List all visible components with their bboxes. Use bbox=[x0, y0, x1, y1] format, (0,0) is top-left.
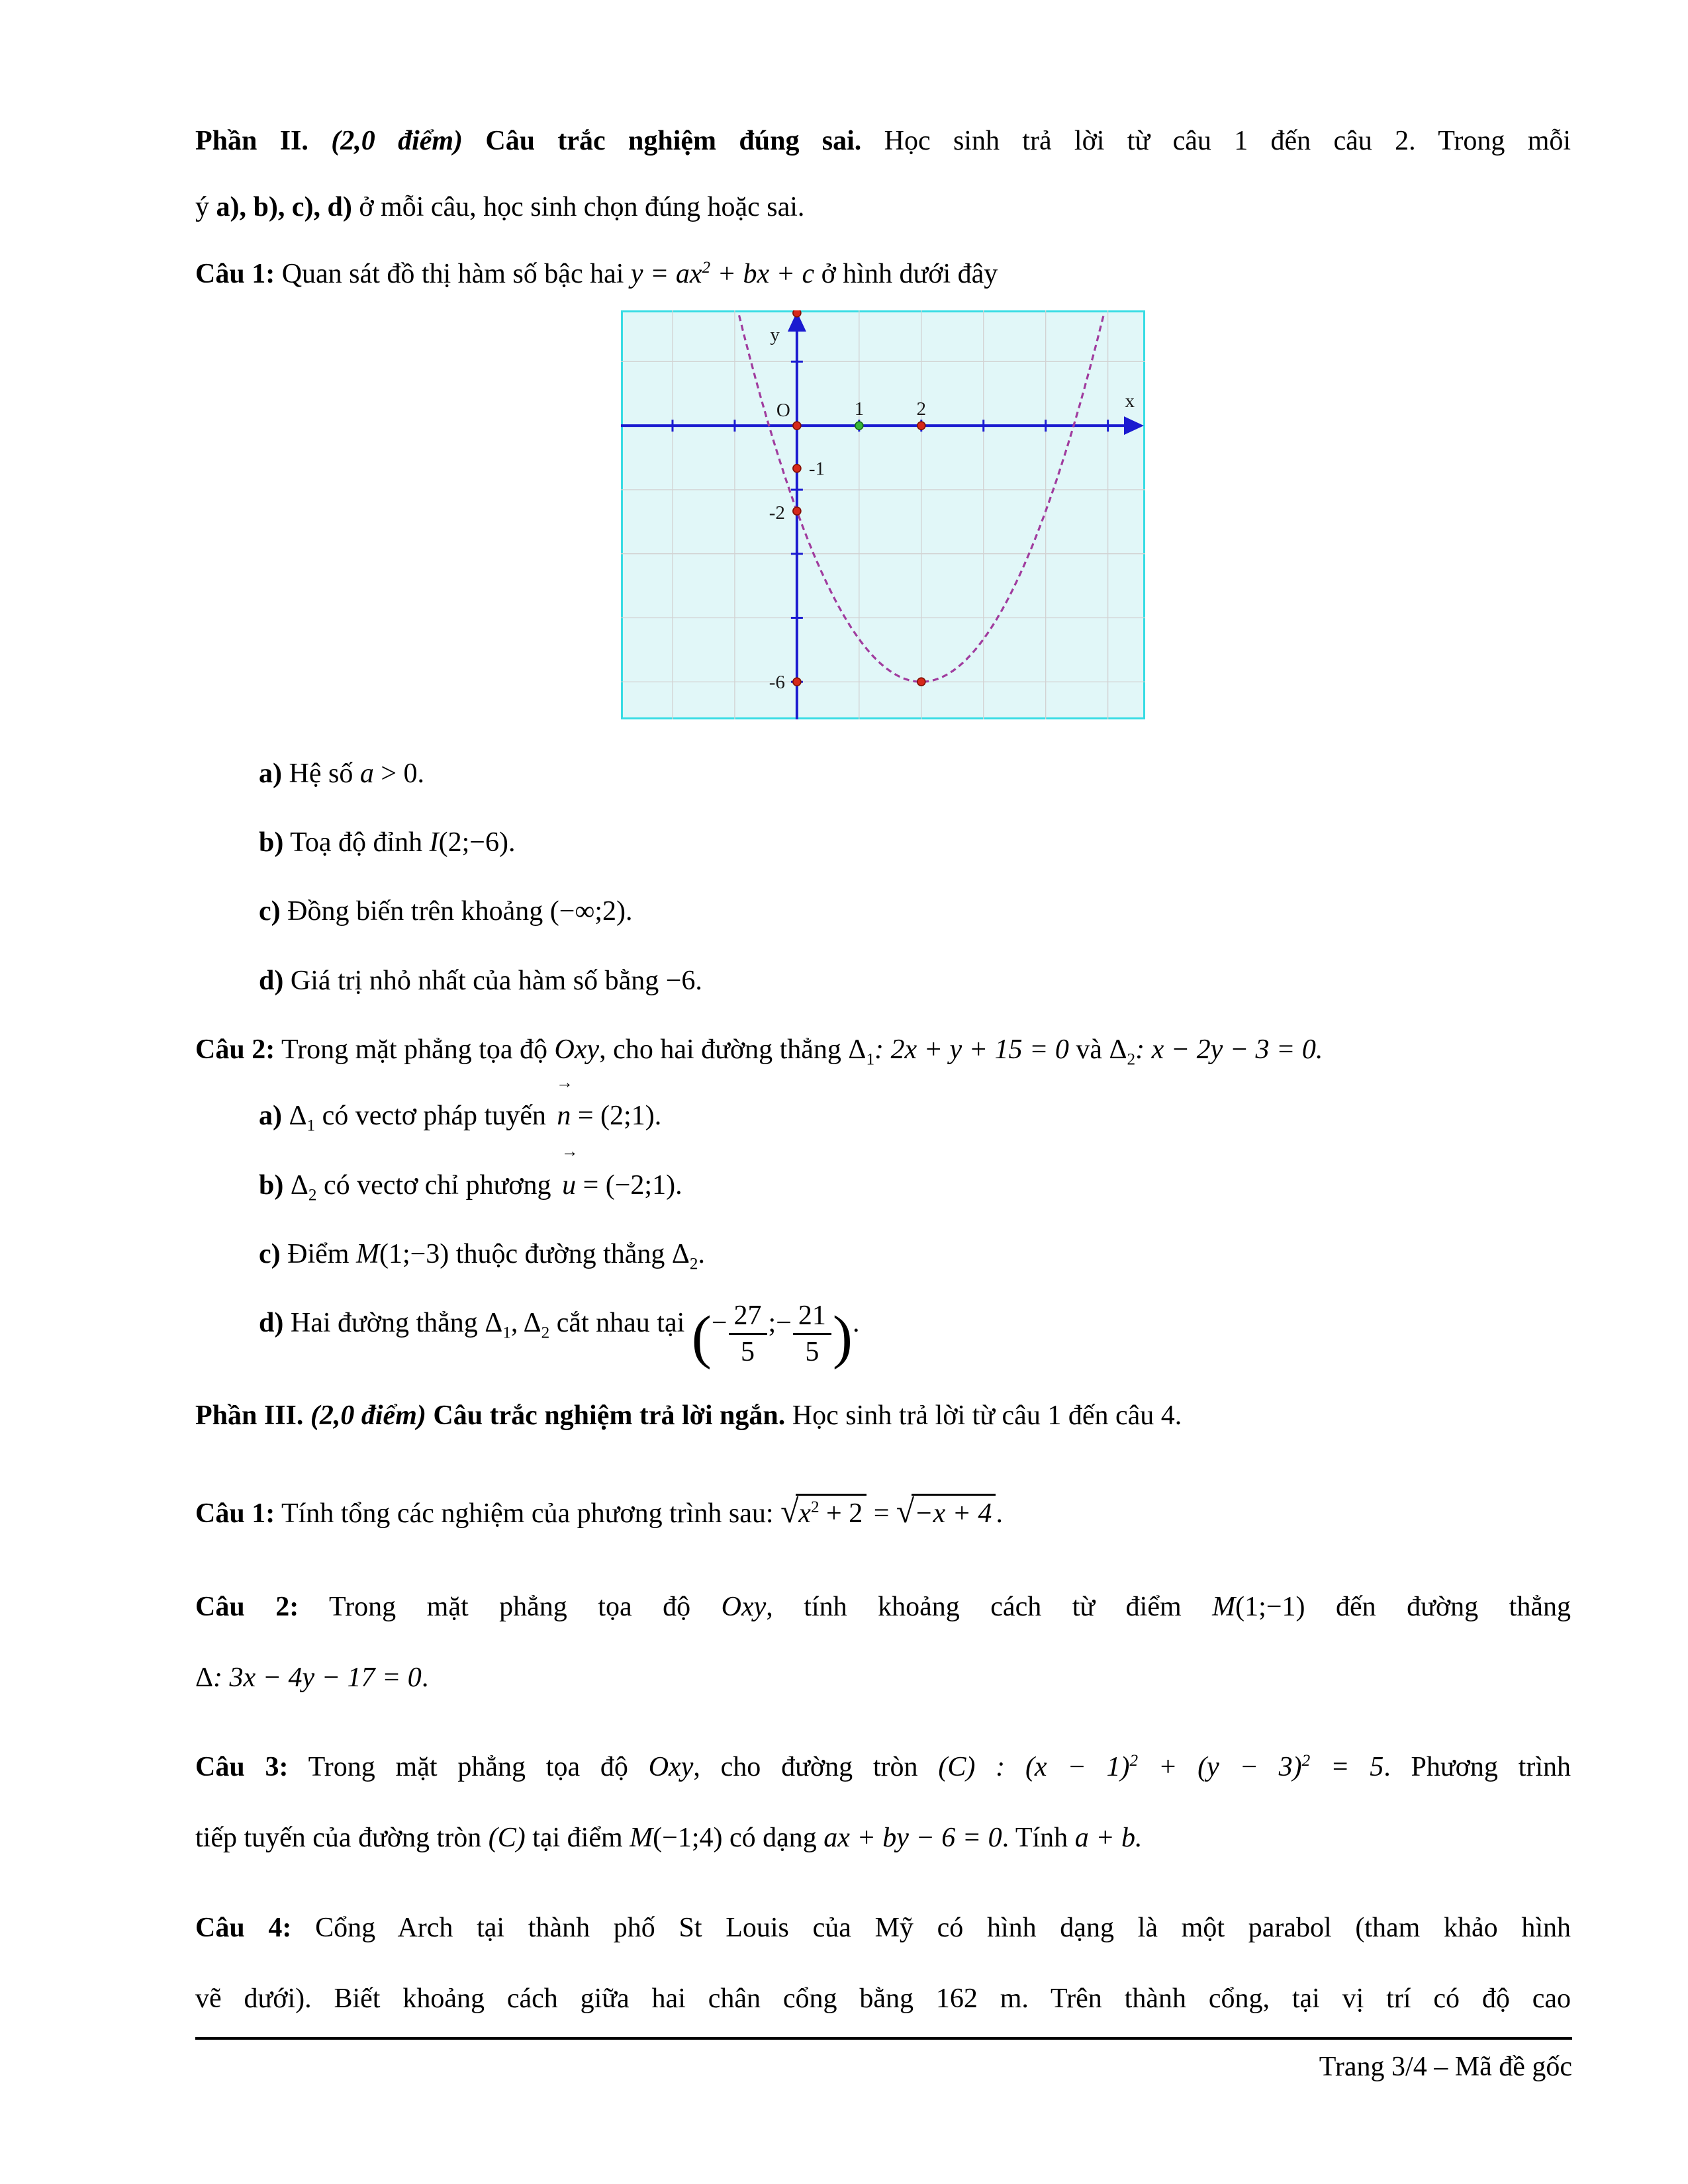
item-var: I bbox=[429, 827, 439, 858]
fraction-denominator: 5 bbox=[741, 1337, 755, 1368]
part2-points: (2,0 điểm) bbox=[331, 126, 463, 156]
q1-formula-sup: 2 bbox=[702, 258, 711, 277]
fraction-numerator: 21 bbox=[793, 1300, 831, 1335]
q-text4: tiếp tuyến của đường tròn bbox=[195, 1823, 482, 1854]
q-text3: . Phương trình bbox=[1383, 1752, 1571, 1783]
q-text2: , tính khoảng cách từ điểm bbox=[766, 1592, 1182, 1623]
q1-formula-base: y = ax bbox=[630, 258, 702, 289]
sqrt-expression bbox=[780, 1492, 867, 1529]
question-label: Câu 2: bbox=[195, 1034, 275, 1066]
distance-value: 162 m bbox=[935, 1983, 1022, 2014]
minus-sign: − bbox=[776, 1308, 792, 1339]
part2-q2-item-d bbox=[195, 1293, 1571, 1371]
item-text: Hệ số bbox=[289, 758, 353, 789]
q-text5: tại điểm bbox=[532, 1823, 623, 1854]
item-label: b) bbox=[259, 1169, 284, 1201]
item-math: (1;−3) bbox=[379, 1238, 449, 1269]
part2-q2-item-a bbox=[195, 1072, 1571, 1146]
item-text: Toạ độ đỉnh bbox=[290, 827, 423, 858]
svg-text:x: x bbox=[1125, 390, 1135, 412]
circle-eq-part3: = 5 bbox=[1331, 1752, 1384, 1783]
delta-symbol: Δ bbox=[289, 1101, 307, 1132]
item-end: . bbox=[654, 1101, 662, 1132]
item-end: . bbox=[695, 965, 702, 996]
item-text2: thuộc đường thẳng bbox=[455, 1238, 665, 1269]
part2-label: Phần II. bbox=[195, 126, 308, 156]
part2-heading-line2 bbox=[195, 177, 1571, 237]
fraction-denominator: 5 bbox=[805, 1337, 820, 1368]
q-text2: , cho đường tròn bbox=[693, 1752, 918, 1783]
item-text: Giá trị nhỏ nhất của hàm số bằng bbox=[290, 965, 659, 996]
sum-expression: a + b. bbox=[1074, 1823, 1143, 1854]
svg-text:O: O bbox=[776, 400, 790, 422]
part2-q2-item-b bbox=[195, 1141, 1571, 1215]
part3-desc: Học sinh trả lời từ câu 1 đến câu 4. bbox=[792, 1400, 1182, 1431]
svg-text:-6: -6 bbox=[769, 672, 785, 694]
q1-text-after: ở hình dưới đây bbox=[821, 258, 998, 289]
q2-oxy: Oxy bbox=[554, 1034, 600, 1066]
vector-n bbox=[555, 1072, 573, 1146]
q-end: . bbox=[421, 1662, 429, 1694]
comma: , bbox=[510, 1308, 518, 1339]
item-text: có vectơ pháp tuyến bbox=[322, 1101, 546, 1132]
delta-sub: 2 bbox=[1127, 1050, 1136, 1069]
item-end: . bbox=[417, 758, 425, 789]
q2-text: Trong mặt phẳng tọa độ bbox=[281, 1034, 548, 1066]
radicand-sup: 2 bbox=[810, 1498, 820, 1516]
q2-eq2: : x − 2y − 3 = 0. bbox=[1135, 1034, 1323, 1066]
part2-desc-bold: a), b), c), d) bbox=[216, 192, 352, 223]
circle-eq-sup2: 2 bbox=[1301, 1752, 1311, 1770]
part3-points: (2,0 điểm) bbox=[310, 1400, 426, 1431]
delta-sub: 2 bbox=[308, 1186, 317, 1205]
part3-title: Câu trắc nghiệm trả lời ngắn. bbox=[433, 1400, 786, 1431]
item-label: b) bbox=[259, 827, 284, 858]
part3-label: Phần III. bbox=[195, 1400, 304, 1431]
exam-content bbox=[195, 111, 1571, 2053]
point-coords: (1;−1) bbox=[1235, 1592, 1305, 1623]
delta-sub: 1 bbox=[502, 1324, 511, 1342]
part3-q3-line1 bbox=[195, 1732, 1571, 1803]
q-text: Trong mặt phẳng tọa độ bbox=[308, 1752, 628, 1783]
item-text2: cắt nhau tại bbox=[556, 1308, 685, 1339]
circle-eq-part1: (C) : (x − 1) bbox=[938, 1752, 1130, 1783]
radicand bbox=[796, 1494, 867, 1530]
item-label: c) bbox=[259, 1238, 281, 1269]
minus-sign: − bbox=[711, 1308, 727, 1339]
q-text: Tính tổng các nghiệm của phương trình sau: bbox=[281, 1498, 774, 1529]
delta-symbol: Δ bbox=[485, 1308, 503, 1339]
svg-text:-2: -2 bbox=[769, 502, 785, 524]
question-label: Câu 3: bbox=[195, 1752, 289, 1783]
delta-symbol: Δ bbox=[671, 1238, 690, 1269]
svg-text:1: 1 bbox=[854, 398, 865, 420]
radical-icon: √ bbox=[896, 1492, 915, 1529]
part2-q2-item-c bbox=[195, 1224, 1571, 1284]
item-text: Hai đường thẳng bbox=[290, 1308, 478, 1339]
point-coords: (−1;4) bbox=[653, 1823, 723, 1854]
part2-q1-item-c bbox=[195, 882, 1571, 941]
delta-sub: 2 bbox=[541, 1324, 550, 1342]
item-label: a) bbox=[259, 758, 282, 789]
item-math: = (−2;1) bbox=[583, 1169, 676, 1201]
item-label: d) bbox=[259, 965, 284, 996]
part3-heading bbox=[195, 1381, 1571, 1451]
sqrt-expression bbox=[896, 1492, 996, 1529]
q1-text-before: Quan sát đồ thị hàm số bậc hai bbox=[281, 258, 624, 289]
q-text3: . Trên thành cổng, tại vị trí có độ cao bbox=[1021, 1983, 1571, 2014]
item-var: a bbox=[359, 758, 374, 789]
q1-formula bbox=[631, 259, 814, 289]
line-equation: : 3x − 4y − 17 = 0 bbox=[213, 1662, 422, 1694]
item-math: > 0 bbox=[381, 758, 418, 789]
q-end: . bbox=[996, 1498, 1003, 1529]
item-var: M bbox=[355, 1238, 379, 1269]
left-paren: ( bbox=[691, 1304, 712, 1371]
svg-text:2: 2 bbox=[916, 398, 927, 420]
vector-u bbox=[561, 1141, 579, 1215]
item-end: . bbox=[698, 1238, 705, 1269]
circle-equation bbox=[938, 1752, 1383, 1782]
question-label: Câu 1: bbox=[195, 258, 275, 289]
question-label: Câu 4: bbox=[195, 1912, 292, 1943]
quadratic-graph-figure bbox=[621, 310, 1145, 727]
oxy: Oxy bbox=[648, 1752, 694, 1783]
q2-eq1: : 2x + y + 15 = 0 bbox=[874, 1034, 1069, 1066]
vector-letter: u bbox=[562, 1169, 577, 1201]
part3-q4-line1 bbox=[195, 1893, 1571, 1964]
item-label: d) bbox=[259, 1308, 284, 1339]
item-text: có vectơ chỉ phương bbox=[323, 1169, 551, 1201]
item-end: . bbox=[508, 827, 516, 858]
part2-q1-stem bbox=[195, 244, 1571, 304]
page-footer bbox=[195, 2037, 1572, 2091]
fraction bbox=[729, 1300, 767, 1369]
q-text3: đến đường thẳng bbox=[1336, 1592, 1571, 1623]
radical-icon: √ bbox=[780, 1492, 799, 1529]
q2-text2: , cho hai đường thẳng bbox=[599, 1034, 841, 1066]
part3-q2-line2 bbox=[195, 1643, 1571, 1713]
question-label: Câu 1: bbox=[195, 1498, 275, 1529]
item-text: Điểm bbox=[287, 1238, 350, 1269]
part2-q2-stem bbox=[195, 1020, 1571, 1079]
equals-sign: = bbox=[873, 1498, 890, 1529]
part2-desc1: Học sinh trả lời từ câu 1 đến câu 2. Trong mỗi bbox=[884, 126, 1571, 156]
q-text: Trong mặt phẳng tọa độ bbox=[328, 1592, 691, 1623]
part2-q1-item-a bbox=[195, 744, 1571, 803]
q2-and: và bbox=[1076, 1034, 1102, 1066]
oxy: Oxy bbox=[721, 1592, 767, 1623]
vector-letter: n bbox=[557, 1101, 571, 1132]
radicand: −x + 4 bbox=[912, 1494, 996, 1530]
part2-title: Câu trắc nghiệm đúng sai. bbox=[485, 126, 862, 156]
svg-text:-1: -1 bbox=[808, 458, 825, 480]
item-math: = (2;1) bbox=[577, 1101, 655, 1132]
delta-symbol: Δ bbox=[848, 1034, 867, 1066]
semicolon: ; bbox=[768, 1308, 776, 1339]
fraction-numerator: 27 bbox=[729, 1300, 767, 1335]
delta-sub: 1 bbox=[866, 1050, 875, 1069]
part2-q1-item-b bbox=[195, 813, 1571, 872]
part3-q4-line2 bbox=[195, 1964, 1571, 2034]
item-math: (2;−6) bbox=[438, 827, 508, 858]
footer-page-number: Trang 3/4 – Mã đề gốc bbox=[1319, 2052, 1572, 2082]
item-text: Đồng biến trên khoảng bbox=[287, 896, 543, 927]
circle-name: (C) bbox=[488, 1823, 526, 1854]
q-text6: có dạng bbox=[729, 1823, 817, 1854]
part3-q1 bbox=[195, 1470, 1571, 1553]
circle-eq-sup1: 2 bbox=[1129, 1752, 1139, 1770]
item-label: c) bbox=[259, 896, 281, 927]
q-text2: vẽ dưới). Biết khoảng cách giữa hai chân cổng bằng bbox=[195, 1983, 914, 2014]
delta-symbol: Δ bbox=[523, 1308, 541, 1339]
delta-symbol: Δ bbox=[290, 1169, 308, 1201]
point-var: M bbox=[1212, 1592, 1236, 1623]
part3-q3-line2 bbox=[195, 1803, 1571, 1874]
part2-desc2a: ý bbox=[195, 192, 209, 223]
part3-q2-line1 bbox=[195, 1572, 1571, 1643]
item-end: . bbox=[626, 896, 633, 927]
point-var: M bbox=[630, 1823, 653, 1854]
item-math: −6 bbox=[665, 965, 696, 996]
right-paren: ) bbox=[832, 1304, 853, 1371]
part2-heading-line1 bbox=[195, 111, 1571, 171]
radicand-var: x bbox=[798, 1498, 811, 1529]
delta-sub: 1 bbox=[306, 1116, 316, 1135]
q-text: Cổng Arch tại thành phố St Louis của Mỹ có hình dạng là một parabol (tham khảo hình bbox=[315, 1912, 1571, 1943]
radicand-rest: + 2 bbox=[826, 1498, 863, 1529]
item-end: . bbox=[852, 1308, 860, 1339]
delta-sub: 2 bbox=[689, 1255, 698, 1273]
part2-desc2b: ở mỗi câu, học sinh chọn đúng hoặc sai. bbox=[359, 192, 805, 223]
delta-symbol: Δ bbox=[195, 1662, 214, 1694]
svg-text:y: y bbox=[770, 324, 780, 345]
vector-arrow-icon: → bbox=[555, 1072, 573, 1092]
item-label: a) bbox=[259, 1101, 282, 1132]
question-label: Câu 2: bbox=[195, 1592, 299, 1623]
part2-q1-item-d bbox=[195, 951, 1571, 1011]
item-math: (−∞;2) bbox=[549, 896, 626, 927]
item-end: . bbox=[675, 1169, 682, 1201]
q-text7: . Tính bbox=[1002, 1823, 1068, 1854]
tangent-equation: ax + by − 6 = 0 bbox=[823, 1823, 1002, 1854]
circle-eq-part2: + (y − 3) bbox=[1158, 1752, 1302, 1783]
q1-formula-rest: + bx + c bbox=[717, 258, 815, 289]
fraction bbox=[793, 1300, 831, 1369]
function-graph-svg bbox=[621, 310, 1145, 719]
delta-symbol: Δ bbox=[1109, 1034, 1127, 1066]
vector-arrow-icon: → bbox=[561, 1141, 579, 1161]
